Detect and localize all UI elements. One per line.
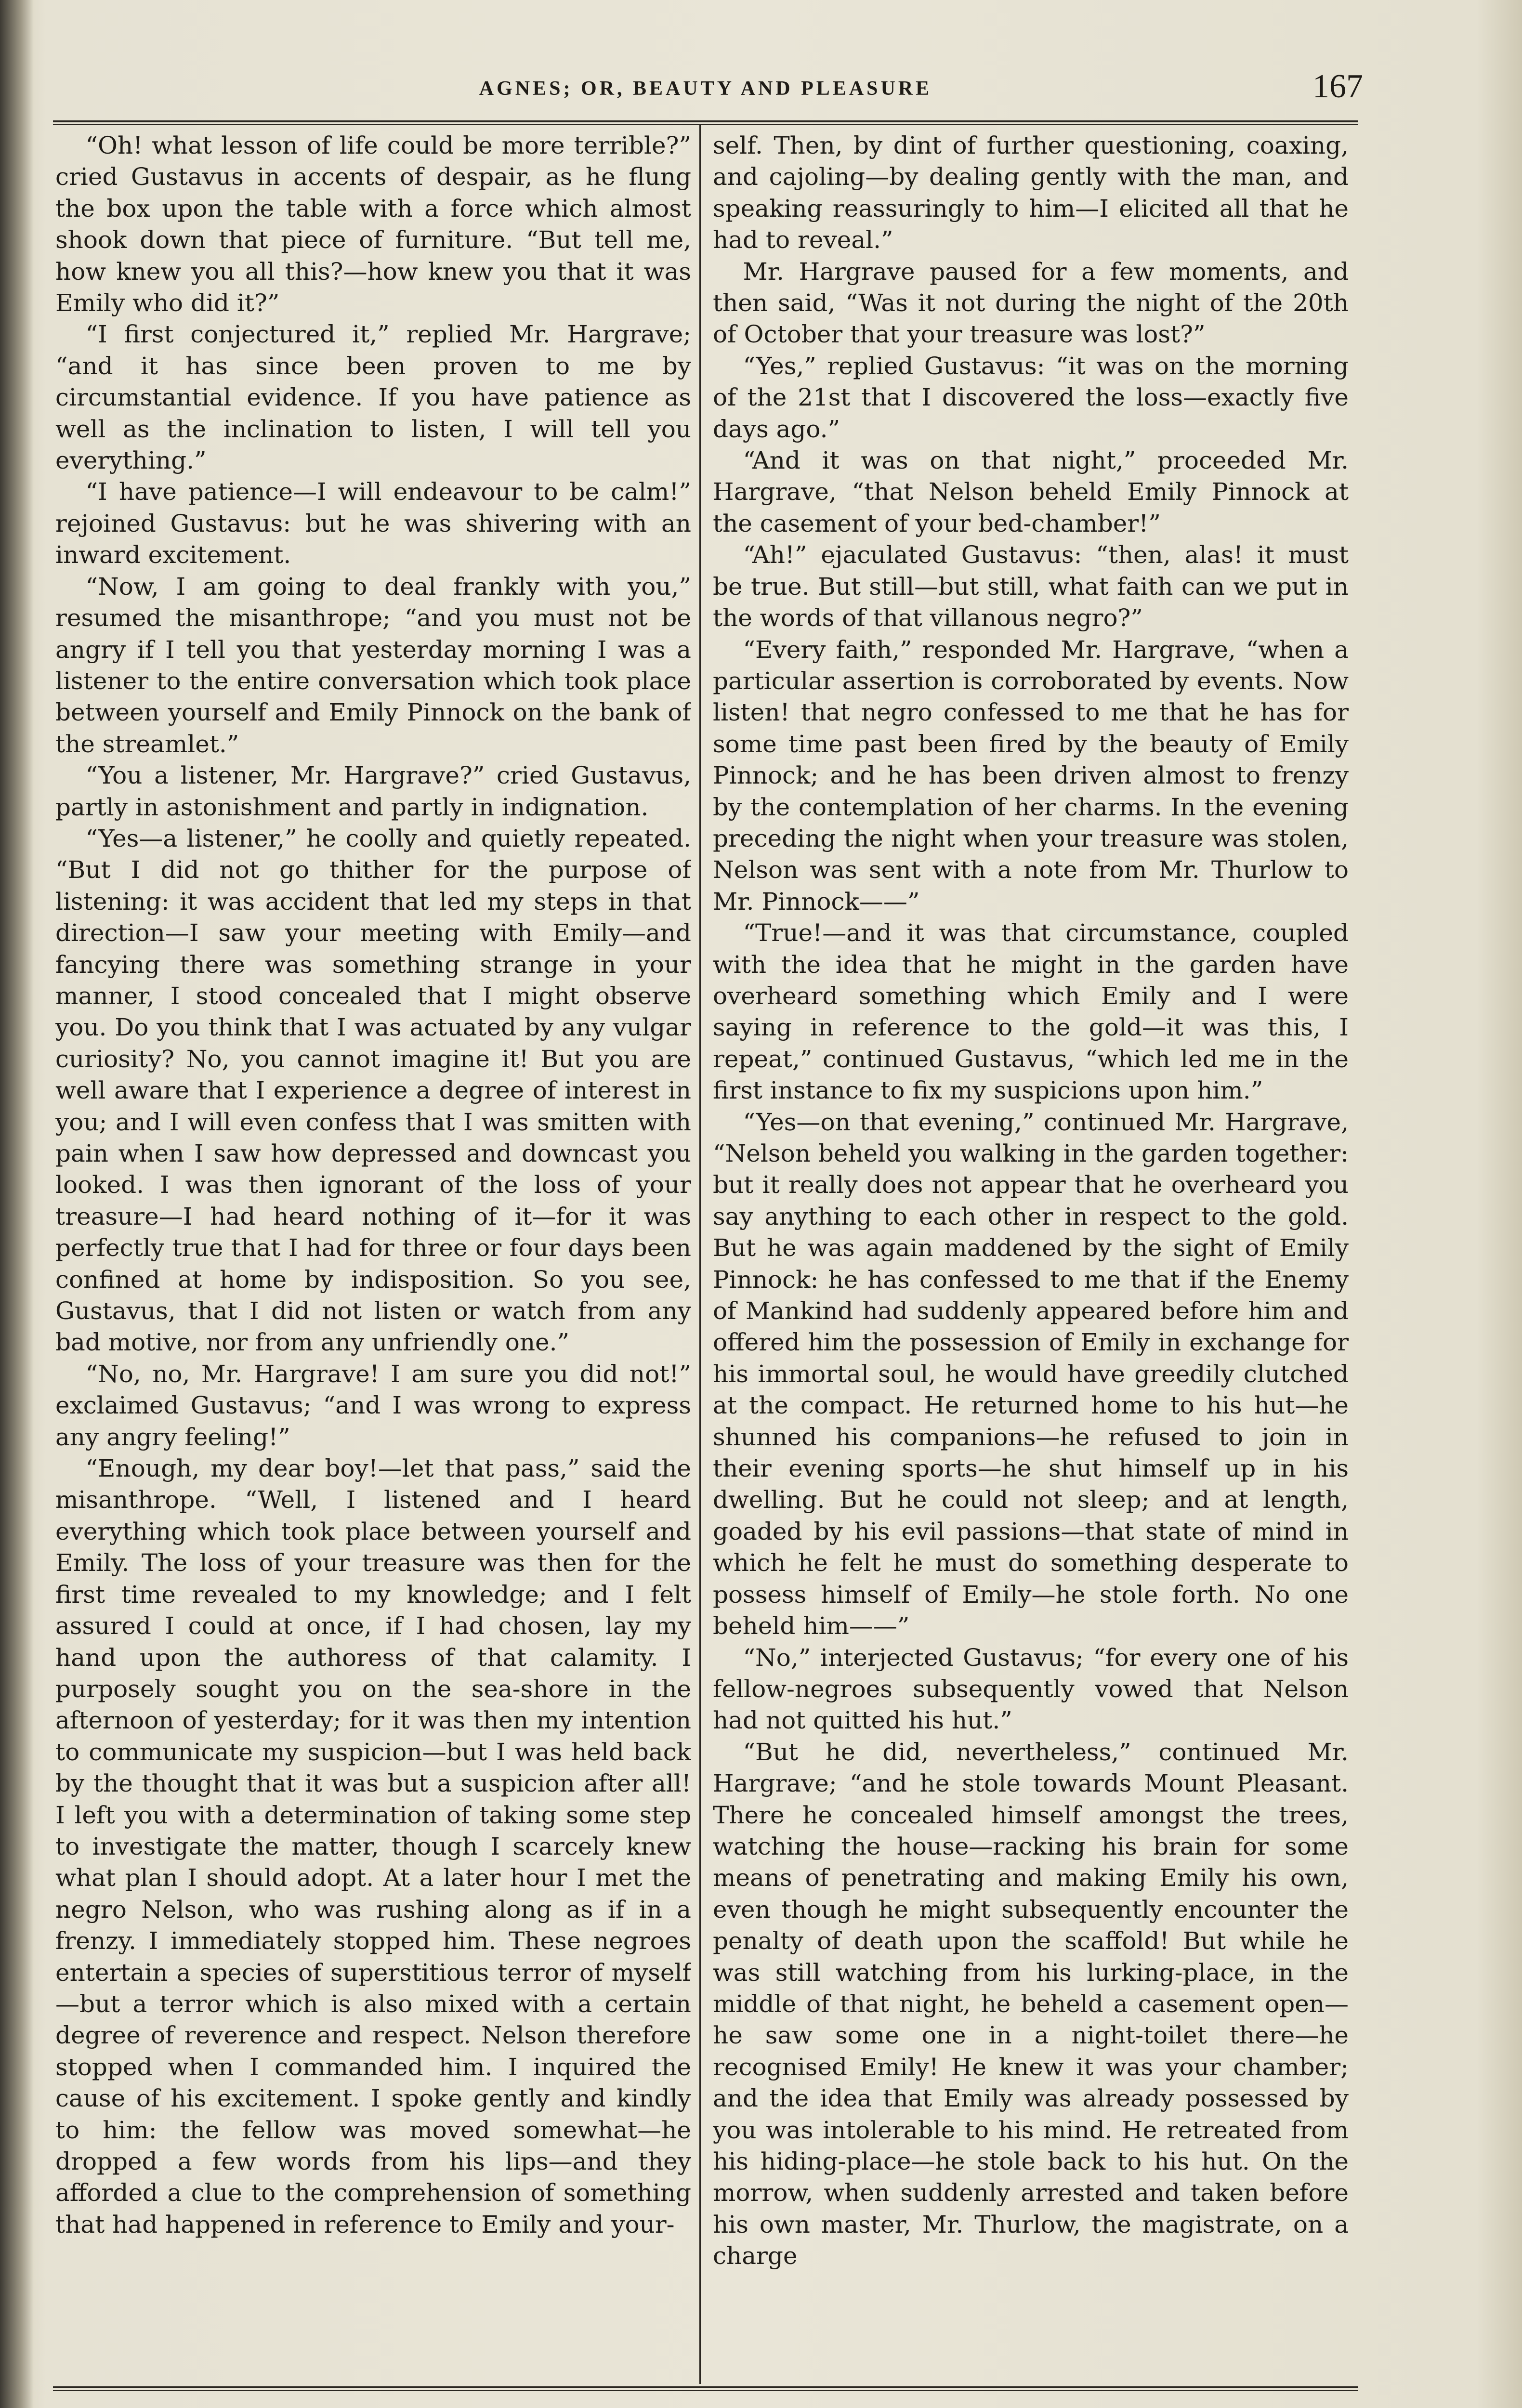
paragraph: “I first conjectured it,” replied Mr. Hargrave; “and it has since been proven to me by circumstantial evidence. If you have patience as well as the inclination to listen, I will tell you everything.” bbox=[55, 320, 691, 475]
footer-rule bbox=[53, 2386, 1358, 2388]
paragraph: “But he did, nevertheless,” continued Mr. Hargrave; “and he stole towards Mount Pleasant. There he concealed himself amongst the trees, watching the house—racking his brain for some means of penetrating and making Emily his own, even though he might subsequently encounter the penalty of death upon the scaffold! But while he was still watching from his lurking-place, in the middle of that night, he beheld a casement open—he saw some one in a night-toilet there—he recognised Emily! He knew it was your chamber; and the idea that Emily was already possessed by you was intolerable to his mind. He retreated from his hiding-place—he stole back to his hut. On the morrow, when suddenly arrested and taken before his own master, Mr. Thurlow, the magistrate, on a charge bbox=[713, 1738, 1349, 2270]
paragraph: “You a listener, Mr. Hargrave?” cried Gustavus, partly in astonishment and partly in indignation. bbox=[55, 761, 691, 821]
paragraph: “No, no, Mr. Hargrave! I am sure you did not!” exclaimed Gustavus; “and I was wrong to express any angry feeling!” bbox=[55, 1360, 691, 1451]
page-gutter-shadow bbox=[0, 0, 34, 2408]
paragraph: “Now, I am going to deal frankly with you,” resumed the misanthrope; “and you must not be angry if I tell you that yesterday morning I was a listener to the entire conversation which took place between yourself and Emily Pinnock on the bank of the streamlet.” bbox=[55, 572, 691, 758]
page-header bbox=[53, 63, 1363, 120]
paragraph: “Yes,” replied Gustavus: “it was on the morning of the 21st that I discovered the loss—exactly five days ago.” bbox=[713, 352, 1349, 443]
text-column-left bbox=[55, 130, 691, 2379]
paragraph: “Yes—on that evening,” continued Mr. Hargrave, “Nelson beheld you walking in the garden together: but it really does not appear that he overheard you say anything to each other in respect to the gold. But he was again maddened by the sight of Emily Pinnock: he has confessed to me that if the Enemy of Mankind had suddenly appeared before him and offered him the possession of Emily in exchange for his immortal soul, he would have greedily clutched at the compact. He returned home to his hut—he shunned his companions—he refused to join in their evening sports—he shut himself up in his dwelling. But he could not sleep; and at length, goaded by his evil passions—that state of mind in which he felt he must do something desperate to possess himself of Emily—he stole forth. No one beheld him——” bbox=[713, 1108, 1349, 1640]
paragraph: “Enough, my dear boy!—let that pass,” said the misanthrope. “Well, I listened and I heard everything which took place between yourself and Emily. The loss of your treasure was then for the first time revealed to my knowledge; and I felt assured I could at once, if I had chosen, lay my hand upon the authoress of that calamity. I purposely sought you on the sea-shore in the afternoon of yesterday; for it was then my intention to communicate my suspicion—but I was held back by the thought that it was but a suspicion after all! I left you with a determination of taking some step to investigate the matter, though I scarcely knew what plan I should adopt. At a later hour I met the negro Nelson, who was rushing along as if in a frenzy. I immediately stopped him. These negroes entertain a species of superstitious terror of myself—but a terror which is also mixed with a certain degree of reverence and respect. Nelson therefore stopped when I commanded him. I inquired the cause of his excitement. I spoke gently and kindly to him: the fellow was moved somewhat—he dropped a few words from his lips—and they afforded a clue to the comprehension of something that had happened in reference to Emily and your- bbox=[55, 1454, 691, 2238]
header-rule-thin bbox=[53, 124, 1358, 125]
text-column-right bbox=[713, 130, 1349, 2379]
page-number: 167 bbox=[1312, 68, 1363, 105]
paragraph: “Every faith,” responded Mr. Hargrave, “when a particular assertion is corroborated by events. Now listen! that negro confessed to me that he has for some time past been fired by the beauty of Emily Pinnock; and he has been driven almost to frenzy by the contemplation of her charms. In the evening preceding the night when your treasure was stolen, Nelson was sent with a note from Mr. Thurlow to Mr. Pinnock——” bbox=[713, 635, 1349, 916]
paragraph-continued: self. Then, by dint of further questioning, coaxing, and cajoling—by dealing gently with the man, and speaking reassuringly to him—I elicited all that he had to reveal.” bbox=[713, 131, 1349, 254]
paragraph: Mr. Hargrave paused for a few moments, and then said, “Was it not during the night of the 20th of October that your treasure was lost?” bbox=[713, 257, 1349, 349]
running-title: AGNES; OR, BEAUTY AND PLEASURE bbox=[479, 78, 932, 100]
column-divider bbox=[699, 125, 701, 2384]
paragraph: “True!—and it was that circumstance, coupled with the idea that he might in the garden have overheard something which Emily and I were saying in reference to the gold—it was this, I repeat,” continued Gustavus, “which led me in the first instance to fix my suspicions upon him.” bbox=[713, 919, 1349, 1105]
paragraph: “I have patience—I will endeavour to be calm!” rejoined Gustavus: but he was shivering with an inward excitement. bbox=[55, 478, 691, 569]
header-rule bbox=[53, 120, 1358, 122]
paragraph: “No,” interjected Gustavus; “for every one of his fellow-negroes subsequently vowed that Nelson had not quitted his hut.” bbox=[713, 1643, 1349, 1735]
paragraph: “And it was on that night,” proceeded Mr. Hargrave, “that Nelson beheld Emily Pinnock at the casement of your bed-chamber!” bbox=[713, 446, 1349, 537]
footer-rule-thin bbox=[53, 2390, 1358, 2391]
paragraph: “Ah!” ejaculated Gustavus: “then, alas! it must be true. But still—but still, what faith can we put in the words of that villanous negro?” bbox=[713, 541, 1349, 632]
paragraph: “Yes—a listener,” he coolly and quietly repeated. “But I did not go thither for the purpose of listening: it was accident that led my steps in that direction—I saw your meeting with Emily—and fancying there was something strange in your manner, I stood concealed that I might observe you. Do you think that I was actuated by any vulgar curiosity? No, you cannot imagine it! But you are well aware that I experience a degree of interest in you; and I will even confess that I was smitten with pain when I saw how depressed and downcast you looked. I was then ignorant of the loss of your treasure—I had heard nothing of it—for it was perfectly true that I had for three or four days been confined at home by indisposition. So you see, Gustavus, that I did not listen or watch from any bad motive, nor from any unfriendly one.” bbox=[55, 824, 691, 1357]
paragraph: “Oh! what lesson of life could be more terrible?” cried Gustavus in accents of despair, as he flung the box upon the table with a force which almost shook down that piece of furniture. “But tell me, how knew you all this?—how knew you that it was Emily who did it?” bbox=[55, 131, 691, 317]
